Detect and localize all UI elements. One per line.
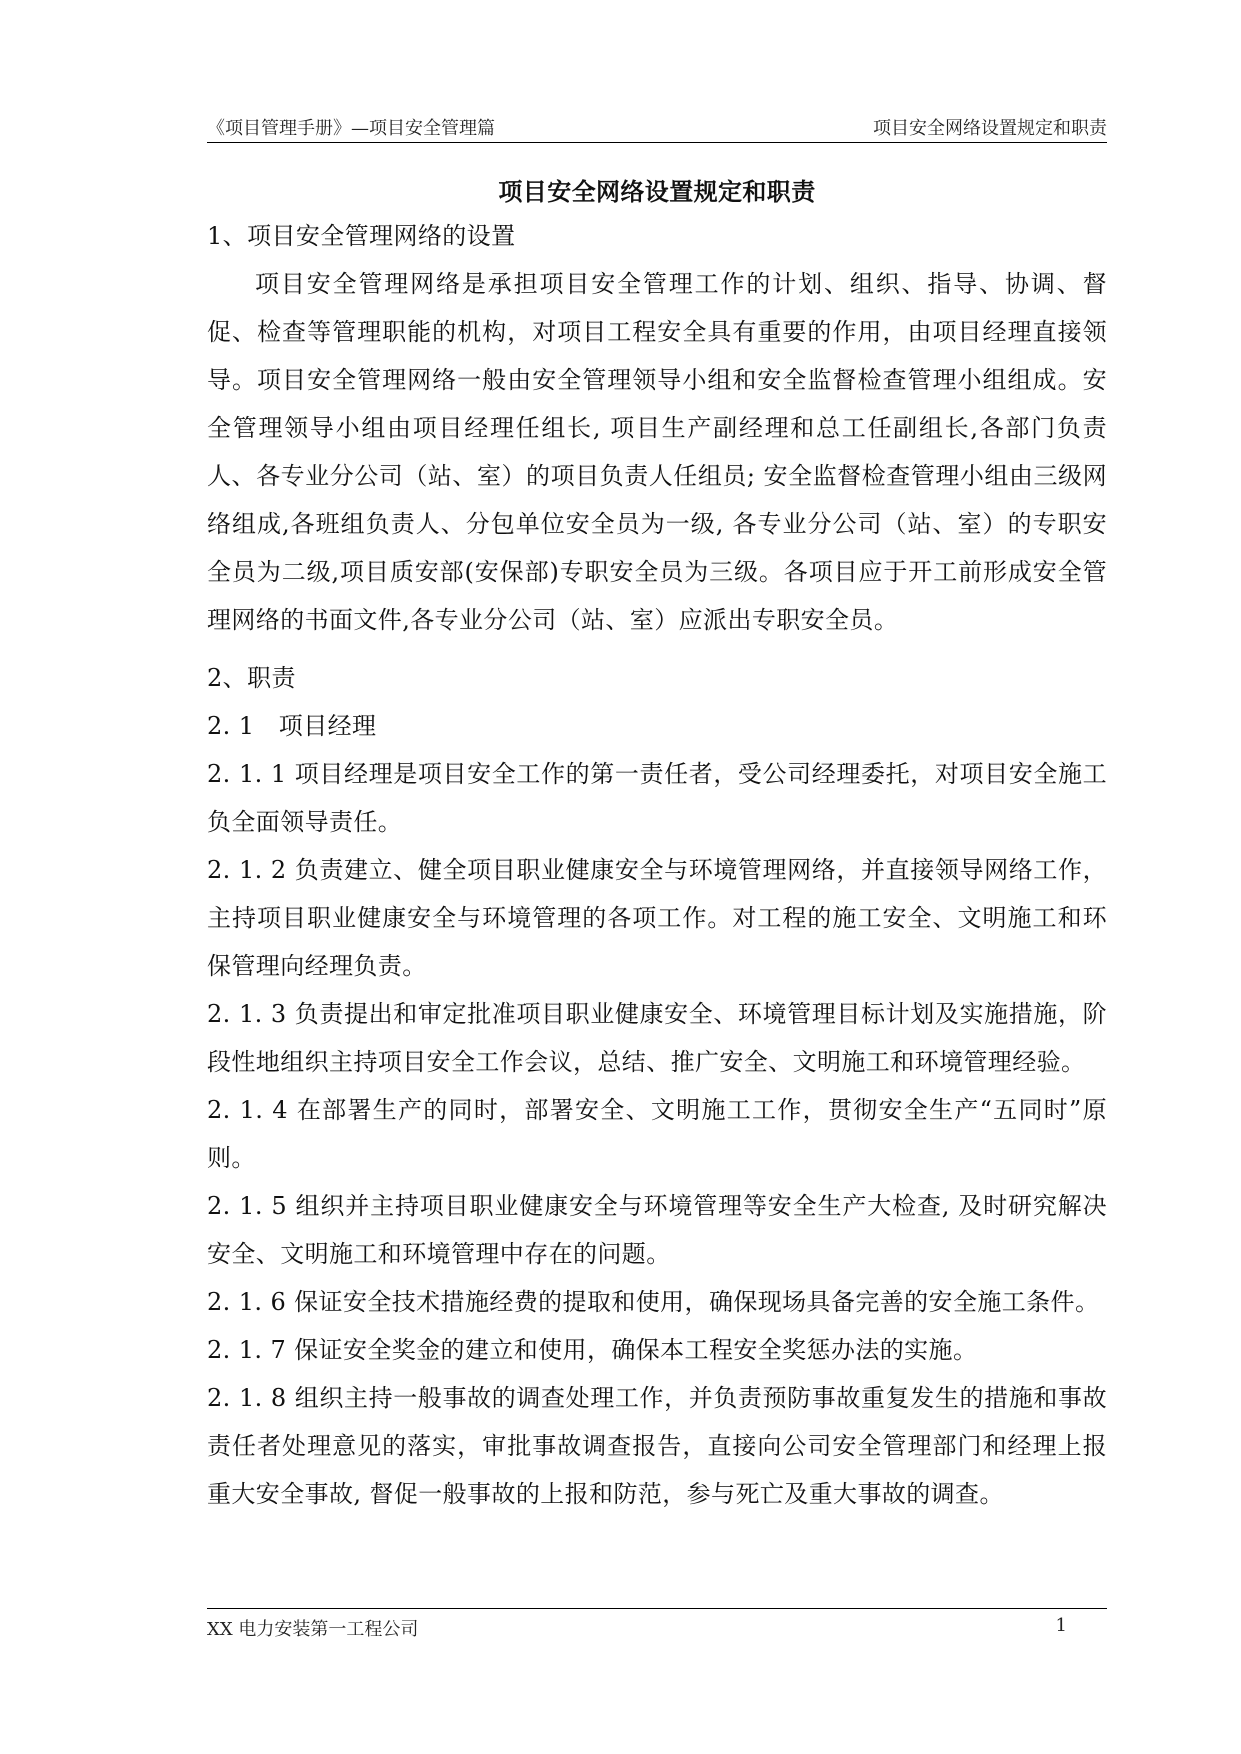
paragraph-network-setup: 项目安全管理网络是承担项目安全管理工作的计划、组织、指导、协调、督促、检查等管理职能的机构，对项目工程安全具有重要的作用，由项目经理直接领导。项目安全管理网络一般由安全管理领导小组和安全监督检查管理小组组成。安全管理领导小组由项目经理任组长, 项目生产副经理和总工任副组长,各部门负责人、各专业分公司（站、室）的项目负责人任组员; 安全监督检查管理小组由三级网络组成,各班组负责人、分包单位安全员为一级, 各专业分公司（站、室）的专职安全员为二级,项目质安部(安保部)专职安全员为三级。各项目应于开工前形成安全管理网络的书面文件,各专业分公司（站、室）应派出专职安全员。 — [207, 270, 1107, 634]
clause-2-1-4: 2. 1. 4 在部署生产的同时，部署安全、文明施工工作，贯彻安全生产“五同时”原则。 — [207, 1096, 1107, 1172]
section-heading-1: 1、项目安全管理网络的设置 — [207, 222, 516, 250]
clause-2-1-3: 2. 1. 3 负责提出和审定批准项目职业健康安全、环境管理目标计划及实施措施，阶段性地组织主持项目安全工作会议，总结、推广安全、文明施工和环境管理经验。 — [207, 1000, 1107, 1076]
clause-2-1-1: 2. 1. 1 项目经理是项目安全工作的第一责任者，受公司经理委托，对项目安全施工负全面领导责任。 — [207, 760, 1107, 836]
page-footer — [207, 1608, 1107, 1641]
header-right-text: 项目安全网络设置规定和职责 — [873, 118, 1107, 139]
clause-2-1-2: 2. 1. 2 负责建立、健全项目职业健康安全与环境管理网络，并直接领导网络工作，主持项目职业健康安全与环境管理的各项工作。对工程的施工安全、文明施工和环保管理向经理负责。 — [207, 856, 1107, 980]
subsection-heading-2-1: 2. 1 项目经理 — [207, 712, 377, 740]
document-body — [207, 172, 1107, 1518]
clause-2-1-7: 2. 1. 7 保证安全奖金的建立和使用，确保本工程安全奖惩办法的实施。 — [207, 1336, 978, 1364]
footer-company: XX 电力安装第一工程公司 — [207, 1619, 419, 1640]
page-header — [207, 112, 1107, 143]
clause-2-1-5: 2. 1. 5 组织并主持项目职业健康安全与环境管理等安全生产大检查, 及时研究解决安全、文明施工和环境管理中存在的问题。 — [207, 1192, 1107, 1268]
clause-2-1-8: 2. 1. 8 组织主持一般事故的调查处理工作，并负责预防事故重复发生的措施和事故责任者处理意见的落实，审批事故调查报告，直接向公司安全管理部门和经理上报重大安全事故, 督促一般事故的上报和防范，参与死亡及重大事故的调查。 — [207, 1384, 1107, 1508]
header-left-text: 《项目管理手册》—项目安全管理篇 — [207, 118, 495, 139]
footer-page-number: 1 — [1055, 1615, 1067, 1636]
document-title: 项目安全网络设置规定和职责 — [498, 177, 816, 206]
section-heading-2: 2、职责 — [207, 664, 296, 692]
clause-2-1-6: 2. 1. 6 保证安全技术措施经费的提取和使用，确保现场具备完善的安全施工条件。 — [207, 1288, 1100, 1316]
